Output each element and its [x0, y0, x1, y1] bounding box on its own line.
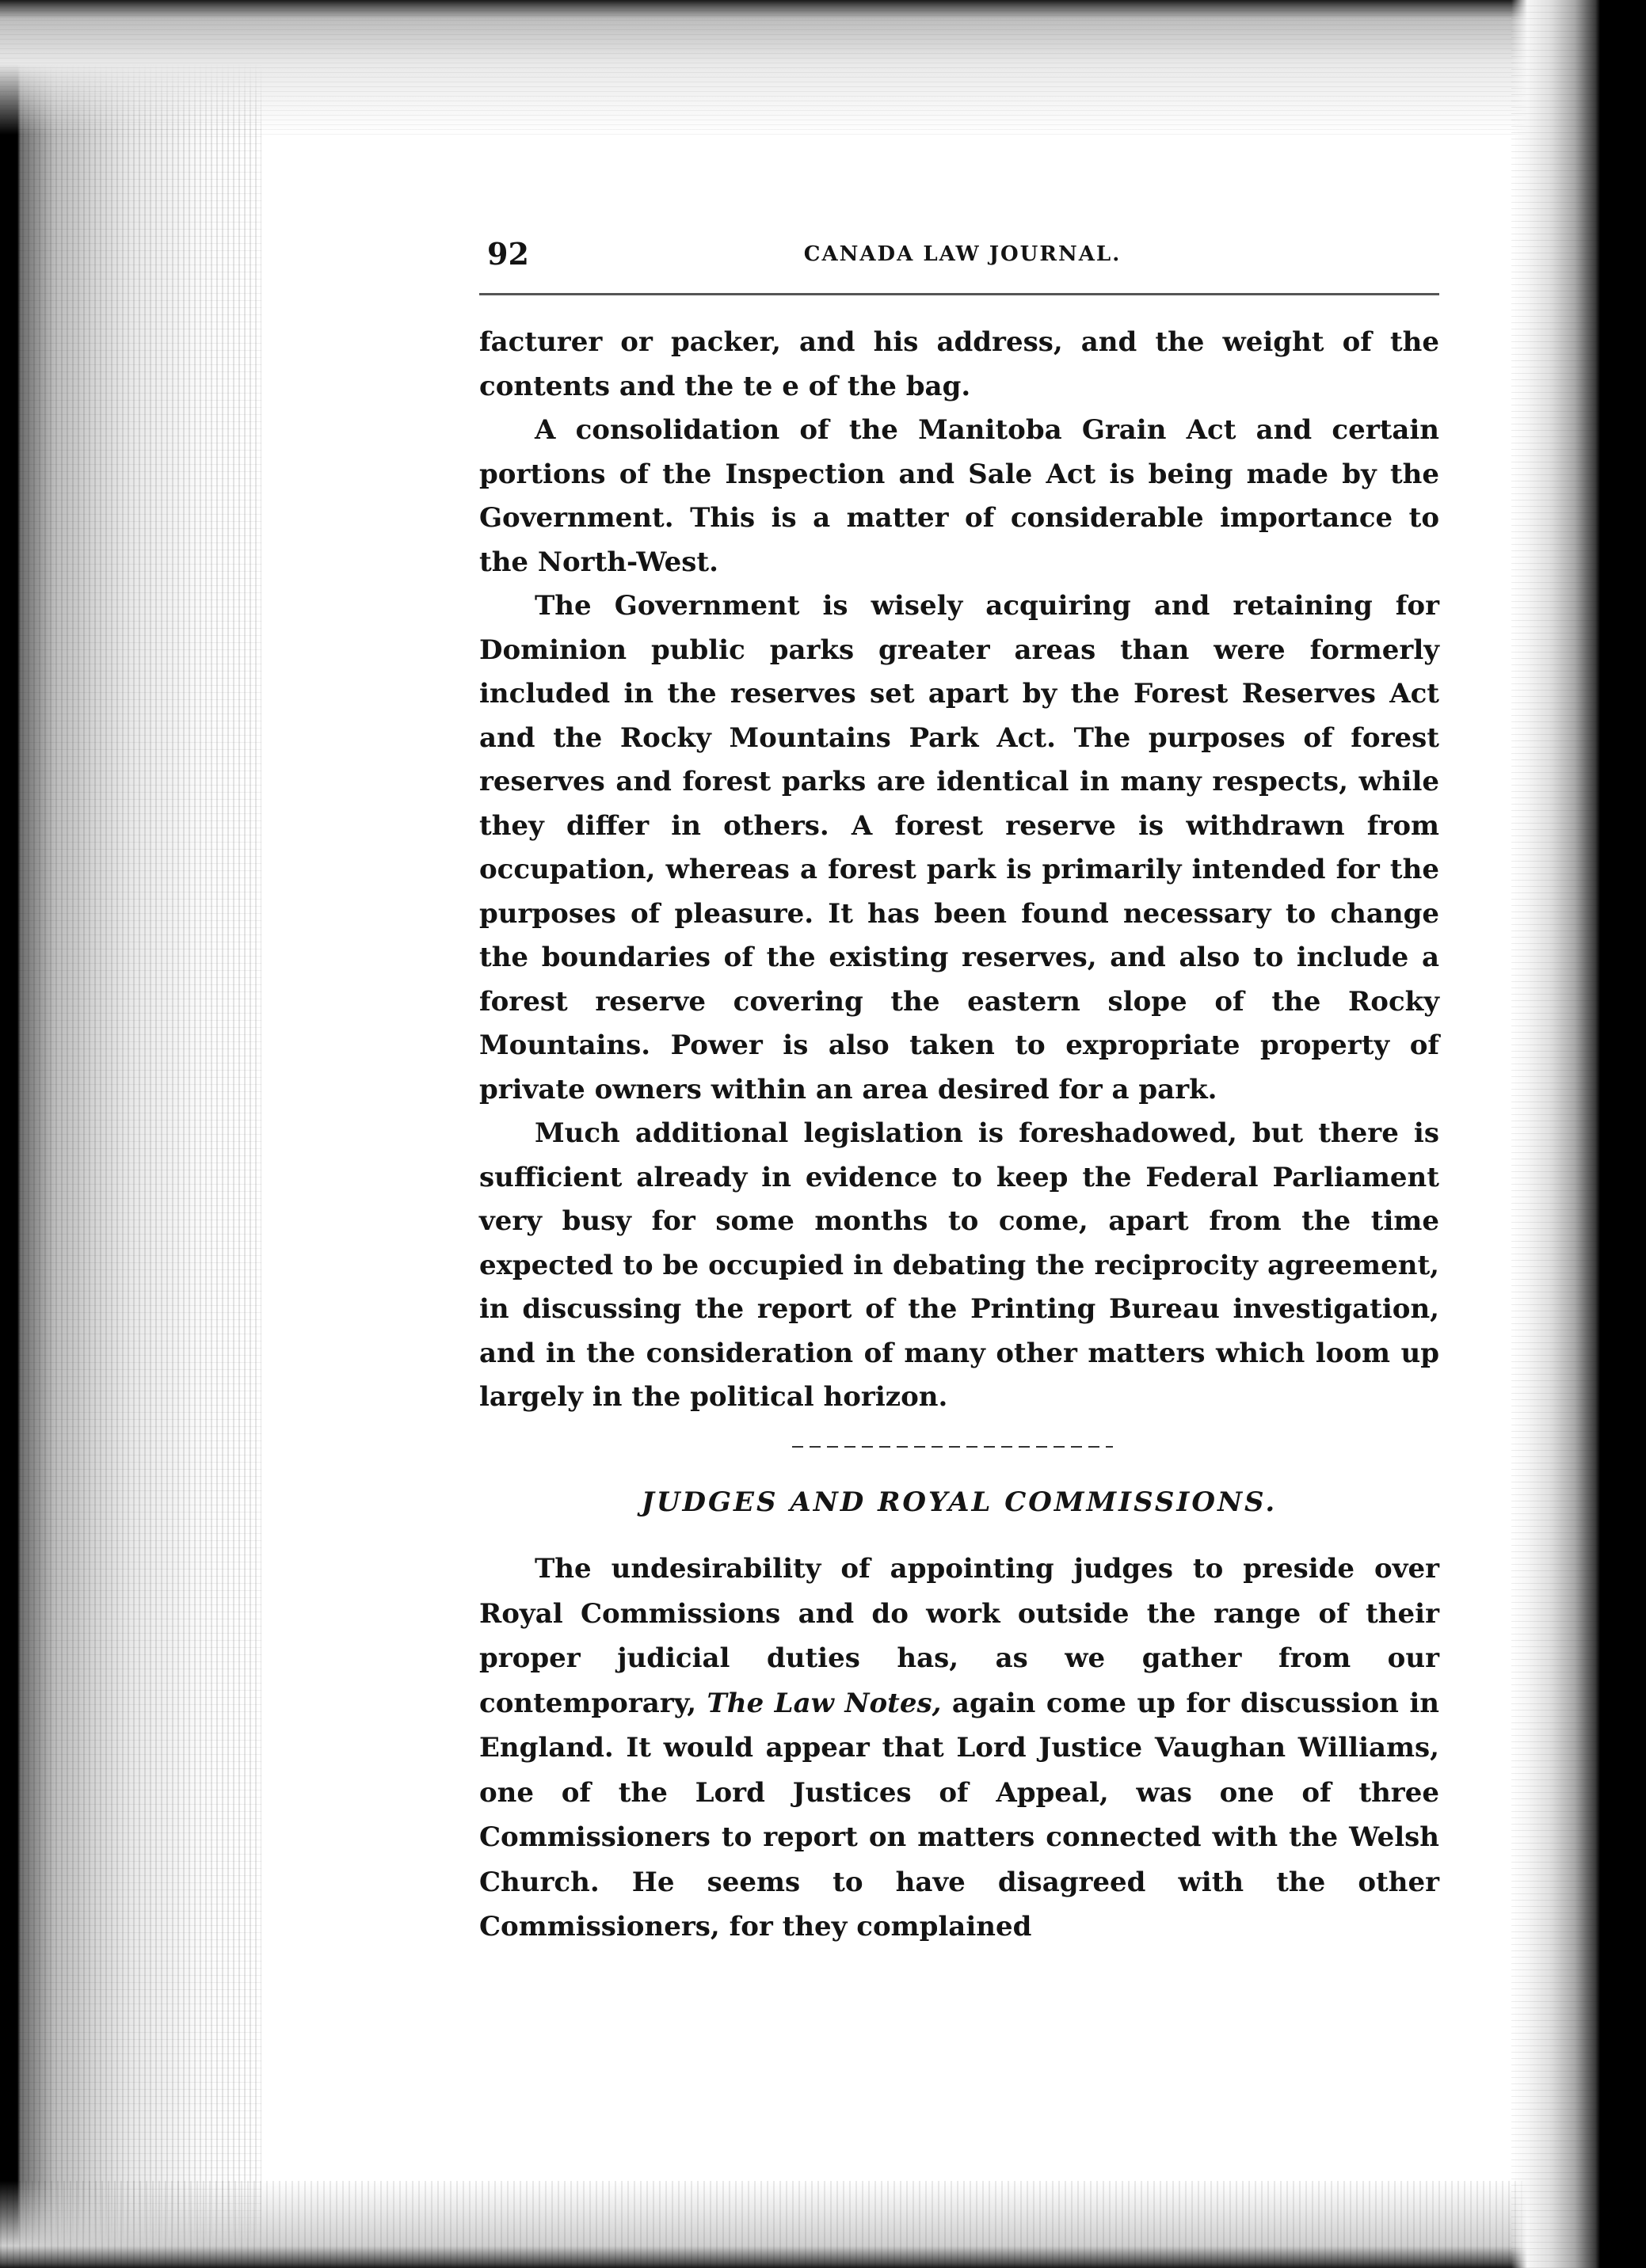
section-paragraph	[479, 1547, 1439, 1950]
paragraph-2: A consolidation of the Manitoba Grain Act and certain portions of the Inspection and Sale Act is being made by the Government. This is a matter of considerable importance to the North-West.	[479, 414, 1439, 578]
running-title: CANADA LAW JOURNAL.	[803, 242, 1122, 266]
scan-right-edge	[1511, 0, 1646, 2268]
publication-title: The Law Notes,	[707, 1687, 942, 1719]
scan-bottom-edge	[0, 2181, 1646, 2268]
scan-top-edge	[0, 0, 1646, 135]
body-text	[479, 321, 1439, 1420]
page-number: 92	[487, 236, 529, 272]
scan-left-edge	[0, 0, 261, 2268]
section-divider	[792, 1446, 1113, 1448]
page-header	[487, 236, 1438, 284]
paragraph-1: facturer or packer, and his address, and the weight of the contents and the te e of the bag.	[479, 326, 1439, 402]
header-rule	[479, 293, 1439, 295]
paragraph-4: Much additional legislation is foreshadowed, but there is sufficient already in evidence to keep the Federal Parliament very busy for some months to come, apart from the time expected to be occupied in debating the reciprocity agreement, in discussing the report of the Printing Bureau investigation, and in the consideration of many other matters which loom up largely in the political horizon.	[479, 1117, 1439, 1413]
section-heading: JUDGES AND ROYAL COMMISSIONS.	[641, 1486, 1278, 1518]
section-text-start: The undesirability of appointing judges to preside over Royal Commissions and do work outside the range of their proper judicial duties has, as we gather from our contemporary,	[479, 1553, 1439, 1719]
paragraph-3: The Government is wisely acquiring and retaining for Dominion public parks greater areas than were formerly included in the reserves set apart by the Forest Reserves Act and the Rocky Mountains Park Act. The purposes of forest reserves and forest parks are identical in many respects, while they differ in others. A forest reserve is withdrawn from occupation, whereas a forest park is primarily intended for the purposes of pleasure. It has been found necessary to change the boundaries of the existing reserves, and also to include a forest reserve covering the eastern slope of the Rocky Mountains. Power is also taken to expropriate property of private owners within an area desired for a park.	[479, 590, 1439, 1105]
section-text-end: again come up for discussion in England. It would appear that Lord Justice Vaughan Williams, one of the Lord Justices of Appeal, was one of three Commissioners to report on matters connected with the Welsh Church. He seems to have disagreed with the other Commissioners, for they complained	[479, 1687, 1439, 1943]
section-text	[479, 1547, 1439, 1950]
